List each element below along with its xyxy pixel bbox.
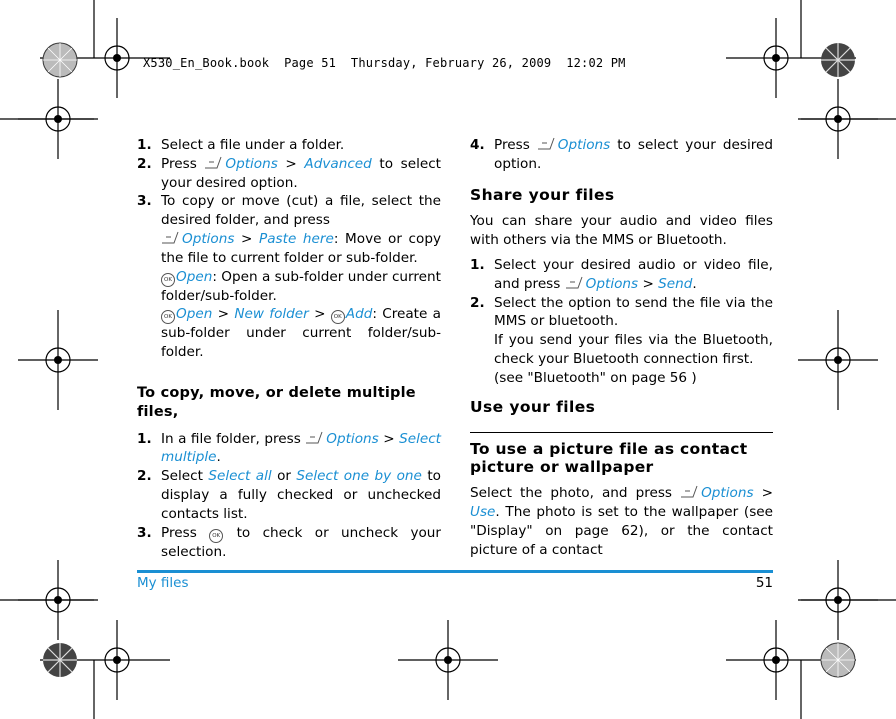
ok-key-icon: OK bbox=[161, 310, 175, 324]
step-text: . bbox=[692, 275, 697, 292]
step-number: 4. bbox=[470, 137, 485, 153]
separator: > bbox=[217, 306, 230, 323]
step-text: to select your desired option. bbox=[494, 137, 774, 172]
keyword: Paste here bbox=[259, 230, 334, 247]
softkey-icon bbox=[537, 137, 555, 150]
separator: > bbox=[314, 306, 326, 323]
footer-rule bbox=[137, 570, 773, 573]
step-text: To copy or move (cut) a file, select the desired folder, and press bbox=[161, 193, 441, 229]
keyword: Use bbox=[470, 504, 496, 521]
softkey-icon bbox=[680, 485, 698, 498]
step-text: . bbox=[216, 449, 221, 466]
softkey-icon bbox=[305, 431, 323, 444]
steps-list-b bbox=[137, 430, 441, 562]
step-number: 2. bbox=[470, 294, 485, 311]
keyword: Select multiple bbox=[161, 430, 442, 466]
ok-key-icon: OK bbox=[331, 310, 345, 324]
step-text: Select the option to send the file via the MMS or bluetooth. bbox=[494, 294, 773, 330]
step-text: Select your desired audio or video file, and press bbox=[494, 256, 773, 292]
share-steps-list bbox=[470, 256, 773, 388]
softkey-icon bbox=[565, 276, 583, 289]
footer-section-title: My files bbox=[137, 575, 189, 591]
step-number: 2. bbox=[137, 468, 152, 485]
step-text: to check or uncheck your selection. bbox=[161, 524, 442, 560]
keyword: Select one by one bbox=[296, 468, 422, 485]
keyword: Options bbox=[326, 430, 379, 447]
keyword: Options bbox=[225, 155, 278, 172]
paragraph-text: . The photo is set to the wallpaper (see "Display" on page 62), or the contact picture of a contact bbox=[470, 504, 773, 558]
picture-heading: To use a picture file as contact picture or wallpaper bbox=[470, 432, 773, 476]
step-text: Select bbox=[161, 468, 203, 485]
step-text: Press bbox=[494, 137, 530, 153]
keyword: Add bbox=[345, 306, 373, 323]
step-note: If you send your files via the Bluetooth, check your Bluetooth connection first. bbox=[494, 332, 773, 367]
softkey-icon bbox=[204, 156, 222, 169]
separator: > bbox=[241, 230, 253, 247]
step-text: In a file folder, press bbox=[161, 430, 301, 447]
multi-files-heading: To copy, move, or delete multiple files, bbox=[137, 384, 416, 420]
list-item bbox=[137, 430, 441, 468]
list-item bbox=[137, 136, 441, 155]
separator: > bbox=[285, 155, 297, 172]
softkey-icon bbox=[161, 231, 179, 244]
keyword: New folder bbox=[234, 306, 309, 323]
step-text: or bbox=[277, 468, 291, 485]
keyword: Open bbox=[176, 268, 213, 285]
page-reference: (see "Bluetooth" on page 56 ) bbox=[494, 369, 697, 386]
step-text: : Create a sub-folder under current folder/sub-folder. bbox=[161, 306, 442, 361]
picture-paragraph bbox=[470, 484, 773, 559]
step-number: 1. bbox=[137, 430, 152, 447]
step-text: to select your desired option. bbox=[161, 155, 442, 191]
share-paragraph: You can share your audio and video files with others via the MMS or Bluetooth. bbox=[470, 213, 773, 249]
list-item bbox=[137, 524, 441, 562]
left-column bbox=[137, 136, 441, 561]
keyword: Advanced bbox=[304, 155, 372, 172]
steps-list-c bbox=[470, 136, 773, 174]
ok-key-icon: OK bbox=[209, 529, 223, 543]
keyword: Open bbox=[176, 306, 213, 323]
step-number: 1. bbox=[470, 256, 485, 273]
list-item bbox=[137, 192, 441, 362]
separator: > bbox=[642, 275, 654, 292]
step-text: Press bbox=[161, 524, 197, 541]
step-text: : Move or copy the file to current folder or sub-folder. bbox=[161, 230, 442, 266]
separator: > bbox=[761, 485, 773, 502]
list-item bbox=[470, 256, 773, 294]
step-number: 2. bbox=[137, 155, 152, 172]
keyword: Options bbox=[557, 137, 611, 153]
right-column bbox=[470, 136, 773, 560]
step-text: to display a fully checked or unchecked contacts list. bbox=[161, 468, 441, 522]
share-heading: Share your files bbox=[470, 185, 615, 204]
separator: > bbox=[383, 430, 395, 447]
step-text: Press bbox=[161, 155, 197, 172]
use-heading: Use your files bbox=[470, 397, 596, 416]
step-text: Select a file under a folder. bbox=[161, 137, 345, 153]
list-item bbox=[470, 294, 773, 388]
list-item bbox=[137, 467, 441, 523]
steps-list-a bbox=[137, 136, 441, 362]
keyword: Select all bbox=[208, 468, 272, 485]
ok-key-icon: OK bbox=[161, 273, 175, 287]
keyword: Options bbox=[701, 485, 754, 502]
list-item bbox=[137, 155, 441, 193]
list-item bbox=[470, 136, 773, 174]
step-text: : Open a sub-folder under current folder/sub-folder. bbox=[161, 268, 441, 304]
paragraph-text: Select the photo, and press bbox=[470, 485, 673, 502]
step-number: 1. bbox=[137, 137, 152, 153]
keyword: Send bbox=[658, 275, 693, 292]
step-number: 3. bbox=[137, 193, 152, 210]
keyword: Options bbox=[182, 230, 235, 247]
keyword: Options bbox=[585, 275, 639, 292]
page-number: 51 bbox=[755, 575, 773, 591]
step-number: 3. bbox=[137, 524, 152, 541]
print-header: X530_En_Book.book Page 51 Thursday, February 26, 2009 12:02 PM bbox=[143, 56, 626, 70]
